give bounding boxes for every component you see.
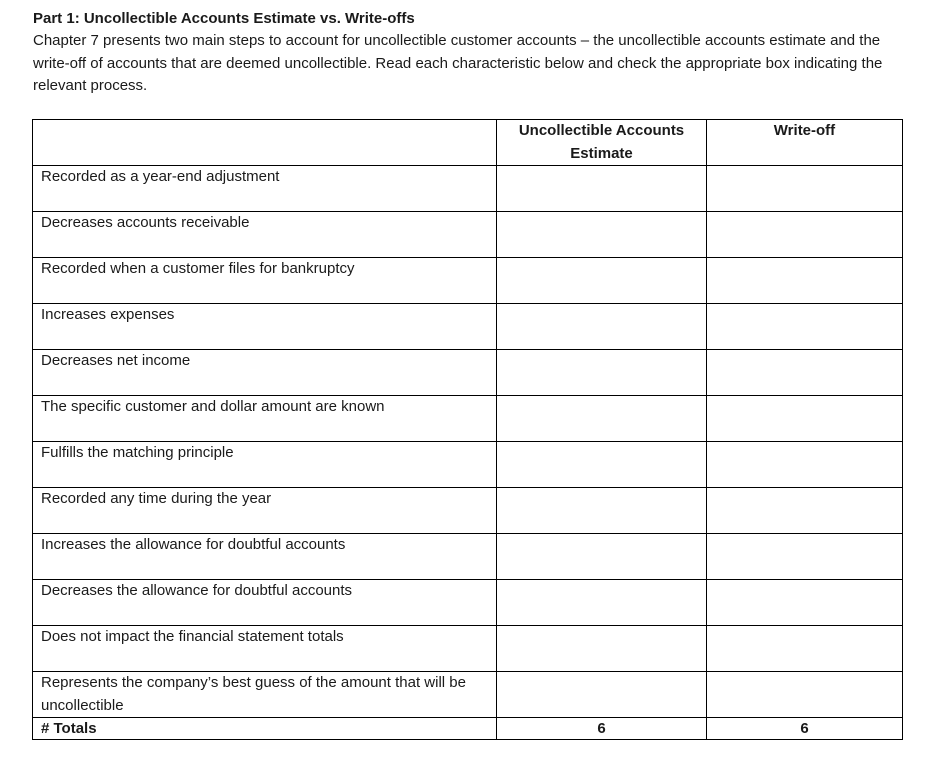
estimate-checkbox-cell[interactable] bbox=[497, 488, 707, 534]
estimate-checkbox-cell[interactable] bbox=[497, 304, 707, 350]
writeoff-total: 6 bbox=[707, 718, 903, 740]
characteristic-cell: Fulfills the matching principle bbox=[33, 442, 497, 488]
writeoff-column-header: Write-off bbox=[707, 120, 903, 166]
estimate-checkbox-cell[interactable] bbox=[497, 442, 707, 488]
estimate-column-header: Uncollectible Accounts Estimate bbox=[497, 120, 707, 166]
writeoff-checkbox-cell[interactable] bbox=[707, 258, 903, 304]
table-row bbox=[33, 672, 903, 718]
table-row bbox=[33, 166, 903, 212]
writeoff-checkbox-cell[interactable] bbox=[707, 350, 903, 396]
table-row bbox=[33, 212, 903, 258]
table-row bbox=[33, 442, 903, 488]
writeoff-checkbox-cell[interactable] bbox=[707, 442, 903, 488]
writeoff-checkbox-cell[interactable] bbox=[707, 212, 903, 258]
writeoff-checkbox-cell[interactable] bbox=[707, 672, 903, 718]
characteristic-cell: Recorded when a customer files for bankruptcy bbox=[33, 258, 497, 304]
table-header-row bbox=[33, 120, 903, 166]
writeoff-checkbox-cell[interactable] bbox=[707, 304, 903, 350]
estimate-checkbox-cell[interactable] bbox=[497, 626, 707, 672]
writeoff-checkbox-cell[interactable] bbox=[707, 580, 903, 626]
characteristic-cell: Decreases accounts receivable bbox=[33, 212, 497, 258]
characteristic-cell: Recorded any time during the year bbox=[33, 488, 497, 534]
characteristic-cell: Increases expenses bbox=[33, 304, 497, 350]
instructions-paragraph: Chapter 7 presents two main steps to account for uncollectible customer accounts – the uncollectible accounts estimate and the write-off of accounts that are deemed uncollectible. Read each characteristic below and check the appropriate box indicating the relevant process. bbox=[33, 32, 883, 94]
estimate-checkbox-cell[interactable] bbox=[497, 258, 707, 304]
writeoff-checkbox-cell[interactable] bbox=[707, 396, 903, 442]
writeoff-checkbox-cell[interactable] bbox=[707, 626, 903, 672]
classification-table bbox=[32, 119, 903, 740]
table-row bbox=[33, 396, 903, 442]
characteristic-cell: Decreases the allowance for doubtful accounts bbox=[33, 580, 497, 626]
estimate-checkbox-cell[interactable] bbox=[497, 166, 707, 212]
totals-label: # Totals bbox=[33, 718, 497, 740]
writeoff-checkbox-cell[interactable] bbox=[707, 166, 903, 212]
characteristic-cell: Decreases net income bbox=[33, 350, 497, 396]
table-row bbox=[33, 580, 903, 626]
characteristic-cell: The specific customer and dollar amount are known bbox=[33, 396, 497, 442]
characteristic-cell: Recorded as a year-end adjustment bbox=[33, 166, 497, 212]
estimate-checkbox-cell[interactable] bbox=[497, 672, 707, 718]
totals-row bbox=[33, 718, 903, 740]
table-row bbox=[33, 304, 903, 350]
estimate-checkbox-cell[interactable] bbox=[497, 350, 707, 396]
table-row bbox=[33, 626, 903, 672]
estimate-checkbox-cell[interactable] bbox=[497, 212, 707, 258]
table-row bbox=[33, 350, 903, 396]
table-row bbox=[33, 534, 903, 580]
characteristic-column-header bbox=[33, 120, 497, 166]
writeoff-checkbox-cell[interactable] bbox=[707, 488, 903, 534]
estimate-checkbox-cell[interactable] bbox=[497, 396, 707, 442]
table-row bbox=[33, 488, 903, 534]
characteristic-cell: Represents the company’s best guess of the amount that will be uncollectible bbox=[33, 672, 497, 718]
writeoff-checkbox-cell[interactable] bbox=[707, 534, 903, 580]
characteristic-cell: Does not impact the financial statement totals bbox=[33, 626, 497, 672]
estimate-total: 6 bbox=[497, 718, 707, 740]
estimate-checkbox-cell[interactable] bbox=[497, 580, 707, 626]
estimate-checkbox-cell[interactable] bbox=[497, 534, 707, 580]
table-row bbox=[33, 258, 903, 304]
characteristic-cell: Increases the allowance for doubtful accounts bbox=[33, 534, 497, 580]
section-heading: Part 1: Uncollectible Accounts Estimate vs. Write-offs bbox=[33, 10, 415, 27]
